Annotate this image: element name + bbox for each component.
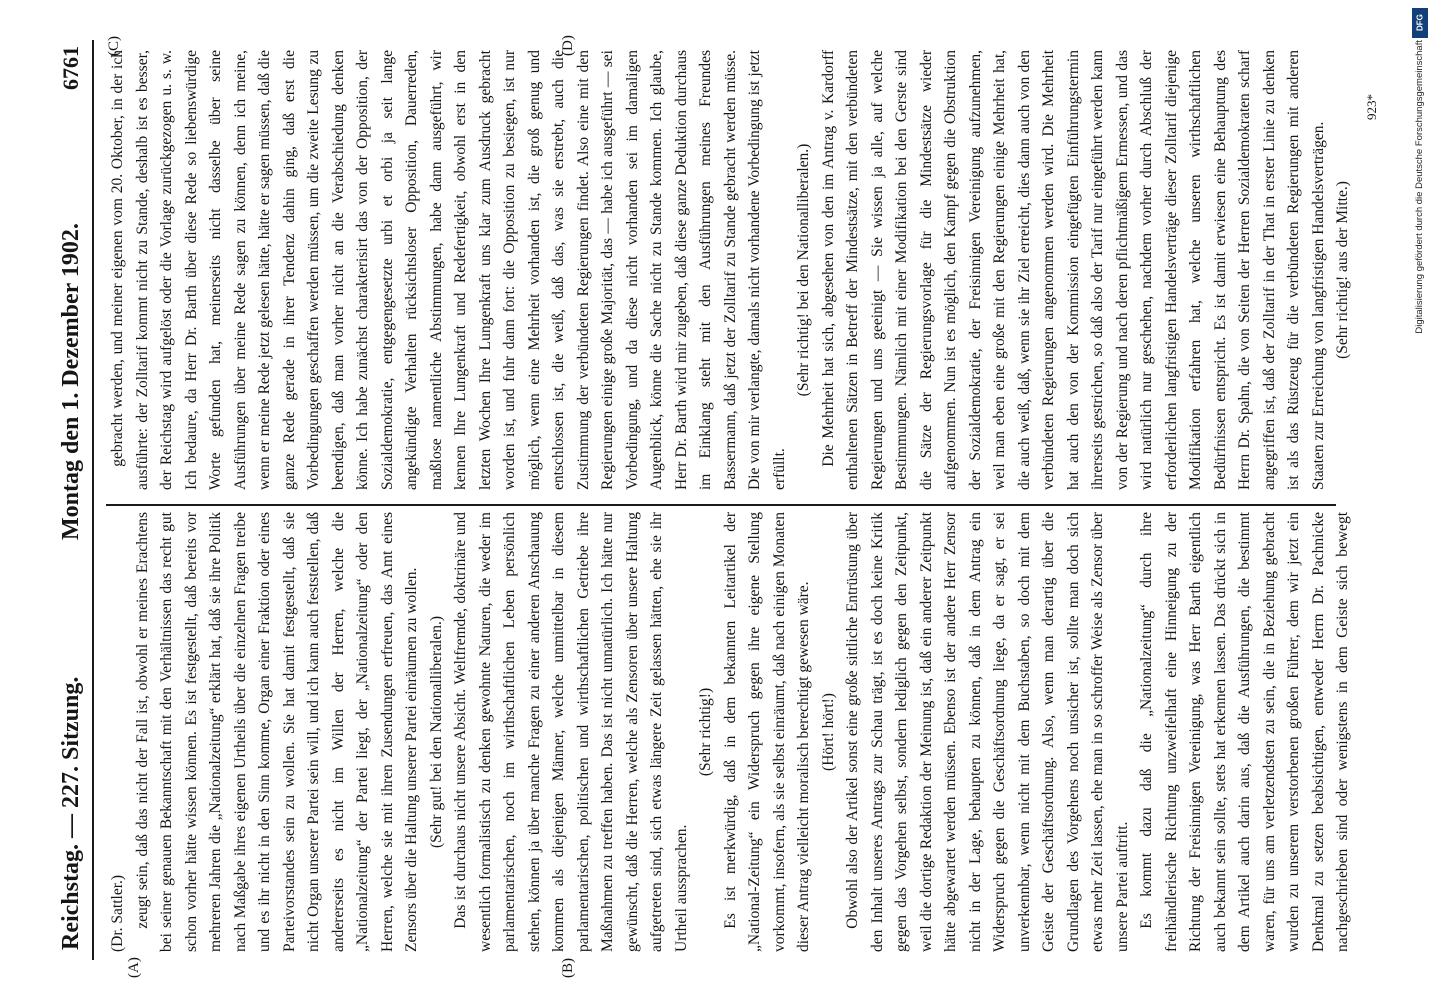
left-column-paragraph: (Dr. Sattler.) <box>109 874 126 952</box>
rotated-page-content <box>20 20 1400 980</box>
left-column-paragraph: Es ist merkwürdig, daß in dem bekannten Leitartikel der „National-Zeitung“ ein Widerspruch gegen ihre eigene Stellung vorkommt, insofern, als sie selbst einräumt, daß nach einigen Monaten dieser Antrag vielleicht moralisch berechtigt gewesen wäre. <box>721 512 812 952</box>
left-column-paragraph: Es kommt dazu daß die „Nationalzeitung“ durch ihre freihändlerische Richtung unzweifelhaft eine Hinneigung zu der Richtung der Freisinnigen Vereinigung, was Herr Barth eigentlich auch bekannt sein sollte, stets hat erkennen lassen. Das drückt sich in dem Artikel auch darin aus, daß die Ausführungen, die bestimmt waren, für uns am verletzendsten zu sein, die in Beziehung gebracht wurden zu unserem verstorbenen großen Führer, dem wir jetzt ein Denkmal zu setzen beabsichtigen, entweder Herrn Dr. Pachnicke nachgeschrieben sind oder wenigstens in dem Geiste sich bewegt <box>1138 512 1351 952</box>
header-date: Montag den 1. Dezember 1902. <box>58 223 84 540</box>
right-column-paragraph: (Sehr richtig! aus der Mitte.) <box>1334 181 1351 359</box>
digitization-note <box>1406 0 1434 1000</box>
left-column-paragraph: (Hört! hört!) <box>819 693 837 771</box>
signature-mark: 923* <box>1364 94 1379 120</box>
right-column-paragraph <box>1356 50 1357 490</box>
document-page <box>20 20 1400 980</box>
dfg-logo: DFG <box>1412 8 1428 38</box>
right-column-paragraph: Die Mehrheit hat sich, abgesehen von den im Antrag v. Kardorff enthaltenen Sätzen in Betreff der Mindestsätze, mit den verbündeten Regierungen und uns geeinigt — Sie wissen ja alle, auf welche Bestimmungen. Nämlich mit einer Modifikation bei den Gerste sind die Sätze der Regierungsvorlage für die Mindestsätze wieder aufgenommen. Nun ist es möglich, den Kampf gegen die Obstruktion der Sozialdemokratie, der Freisinnigen Vereinigung aufzunehmen, weil man eben eine große mit den Regierungen einige Mehrheit hat, die auch weiß, daß, wenn sie ihr Ziel erreicht, dies dann auch von den verbündeten Regierungen angenommen werden wird. Die Mehrheit hat auch den von der Kommission eingefügten Einführungstermin ihrerseits gestrichen, so daß also der Tarif nur eingeführt werden kann von der Regierung und nach deren pflichtmäßigem Ermessen, und das wird natürlich nur geschehen, nachdem vorher durch Abschluß der erforderlichen langfristigen Handelsverträge dieser Zolltarif diejenige Modifikation erfahren hat, welche unseren wirthschaftlichen Bedürfnissen entspricht. Es ist damit erwiesen eine Behauptung des Herrn Dr. Spahn, die von Seiten der Herren Sozialdemokraten scharf angegriffen ist, daß der Zolltarif in der That in erster Linie zu denken ist als das Rüstzeug für die verbündeten Regierungen mit anderen Staaten zur Erreichung von langfristigen Handelsverträgen. <box>819 50 1327 490</box>
margin-marker-a: (A) <box>126 957 142 978</box>
page-header <box>52 40 94 960</box>
left-column-paragraph: (Sehr richtig!) <box>697 687 714 777</box>
right-column-paragraph: (Sehr richtig! bei den Nationalliberalen.) <box>795 143 812 397</box>
left-column-paragraph: Obwohl also der Artikel sonst eine große sittliche Entrüstung über den Inhalt unseres Antrags zur Schau trägt, ist es doch keine Kritik gegen das Vorgehen selbst, sondern lediglich gegen den Zeitpunkt, weil die dortige Redaktion der Meinung ist, daß ein anderer Zeitpunkt hätte abgewartet werden müssen. Ebenso ist der andere Herr Zensor nicht in der Lage, behaupten zu können, daß in dem Antrag ein Widerspruch gegen die Geschäftsordnung liege, da er sagt, er sei unverkennbar, wenn nicht mit dem Buchstaben, so doch mit dem Geiste der Geschäftsordnung. Also, wenn man derartig über die Grundlagen des Vorgehens noch unsicher ist, sollte man doch sich etwas mehr Zeit lassen, ehe man in so schroffer Weise als Zensor über unsere Partei auftritt. <box>844 512 1131 952</box>
margin-marker-b: (B) <box>560 958 576 978</box>
left-text-column <box>106 512 1356 952</box>
right-column-paragraph: gebracht werden, und meiner eigenen vom 20. Oktober, in der ich ausführte: der Zolltarif kommt nicht zu Stande, deshalb ist es besser, der Reichstag wird aufgelöst oder die Vorlage zurückgezogen u. s. w. Ich bedaure, da Herr Dr. Barth über diese Rede so liebenswürdige Worte gefunden hat, meinerseits nicht dasselbe über seine Ausführungen über meine Rede sagen zu können, denn ich meine, wenn er meine Rede jetzt gelesen hätte, hätte er sagen müssen, daß die ganze Rede gerade in ihrer Tendenz dahin ging, daß erst die Vorbedingungen geschaffen werden müssen, um die zweite Lesung zu beendigen, daß man vorher nicht an die Verabschiedung denken könne. Ich habe zunächst charakterisirt das von der Opposition, der Sozialdemokratie, entgegengesetzte urbi et orbi ja seit lange angekündigte Verhalten rücksichtsloser Opposition, Dauerreden, maßlose namentliche Abstimmungen, habe dann ausgeführt, wir kennen Ihre Lungenkraft und Redefertigkeit, obwohl erst in den letzten Wochen Ihre Lungenkraft uns klar zum Ausdruck gebracht worden ist, und fuhr dann fort: die Opposition zu besiegen, ist nur möglich, wenn eine Mehrheit vorhanden ist, die groß genug und entschlossen ist, die weiß, daß das, was sie erstrebt, auch die Zustimmung der verbündeten Regierungen findet. Also eine mit den Regierungen einige große Majorität, das — habe ich ausgeführt — sei Vorbedingung, und da diese nicht vorhanden sei im damaligen Augenblick, könne die Sache nicht zu Stande kommen. Ich glaube, Herr Dr. Barth wird mir zugeben, daß diese ganze Deduktion durchaus im Einklang steht mit den Ausführungen meines Freundes Bassermann, daß jetzt der Zolltarif zu Stande gebracht werden müsse. Die von mir verlangte, damals nicht vorhandene Vorbedingung ist jetzt erfüllt. <box>109 50 788 490</box>
header-left: Reichstag. — 227. Sitzung. <box>58 676 84 950</box>
digitization-text: Digitalisierung gefördert durch die Deutsche Forschungsgemeinschaft <box>1414 40 1425 334</box>
left-column-paragraph: (Sehr gut! bei den Nationalliberalen.) <box>427 616 445 848</box>
left-column-paragraph: zeugt sein, daß das nicht der Fall ist, obwohl er meines Erachtens bei seiner genauen Bekanntschaft mit den Verhältnissen das recht gut schon vorher hätte wissen können. Es ist festgestellt, daß bereits vor mehreren Jahren die „Nationalzeitung“ erklärt hat, daß sie ihre Politik nach Maßgabe ihres eigenen Urtheils über die einzelnen Fragen treibe und es ihr nicht in den Sinn komme, Organ einer Fraktion oder eines Parteivorstandes sein zu wollen. Sie hat damit festgestellt, daß sie nicht Organ unserer Partei sein will, und ich kann auch feststellen, daß andererseits es nicht im Willen der Herren, welche die „Nationalzeitung“ der Partei liegt, der „Nationalzeitung“ oder den Herren, welche sie mit ihren Zusendungen erfreuen, das Amt eines Zensors über die Haltung unserer Partei einräumen zu wollen. <box>133 512 420 952</box>
left-column-paragraph: Das ist durchaus nicht unsere Absicht. Weltfremde, doktrinäre und wesentlich formalistisch zu denken gewohnte Naturen, die weder im parlamentarischen, noch im wirthschaftlichen Leben persönlich stehen, können ja über manche Fragen zu einer anderen Anschauung kommen als diejenigen Männer, welche unmittelbar in diesem parlamentarischen, politischen und wirthschaftlichen Getriebe ihre Maßnahmen zu treffen haben. Das ist nicht unnatürlich. Ich hätte nur gewünscht, daß die Herren, welche als Zensoren über unsere Haltung aufgetreten sind, sich etwas längere Zeit gelassen hätten, ehe sie ihr Urtheil aussprachen. <box>452 512 690 952</box>
margin-marker-c: (C) <box>106 36 122 56</box>
column-divider <box>106 504 1336 506</box>
right-text-column <box>106 50 1356 490</box>
page-number: 6761 <box>58 46 83 90</box>
margin-marker-d: (D) <box>560 35 576 56</box>
